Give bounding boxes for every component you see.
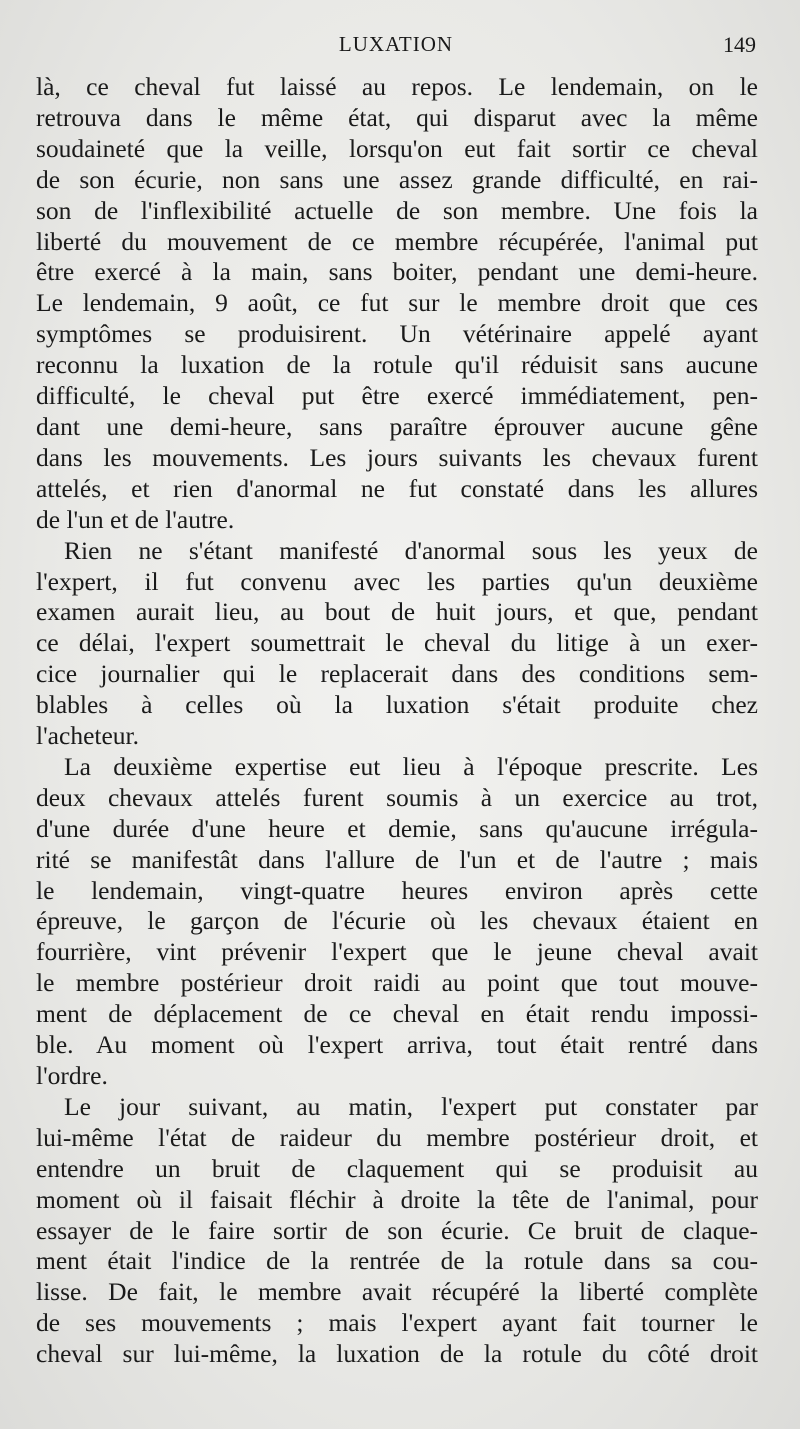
text-line: essayer de le faire sortir de son écurie. Ce bruit de claque- xyxy=(36,1215,758,1245)
text-line: de l'un et de l'autre. xyxy=(36,504,235,534)
text-line: ce délai, l'expert soumettrait le cheval du litige à un exer- xyxy=(36,628,758,658)
paragraph xyxy=(36,752,758,1092)
text-line: d'une durée d'une heure et demie, sans qu'aucune irrégula- xyxy=(36,813,758,843)
text-line: La deuxième expertise eut lieu à l'époque prescrite. Les xyxy=(64,751,758,781)
text-line: Rien ne s'étant manifesté d'anormal sous les yeux de xyxy=(64,535,758,565)
text-line: lisse. De fait, le membre avait récupéré la liberté complète xyxy=(36,1277,758,1307)
text-line: attelés, et rien d'anormal ne fut constaté dans les allures xyxy=(36,473,758,503)
text-line: l'acheteur. xyxy=(36,721,139,751)
text-line: retrouva dans le même état, qui disparut avec la même xyxy=(36,102,758,132)
text-line: deux chevaux attelés furent soumis à un exercice au trot, xyxy=(36,782,758,812)
text-line: lui-même l'état de raideur du membre postérieur droit, et xyxy=(36,1122,758,1152)
text-line: cice journalier qui le replacerait dans des conditions sem- xyxy=(36,659,758,689)
text-line: soudaineté que la veille, lorsqu'on eut fait sortir ce cheval xyxy=(36,133,758,163)
text-line: être exercé à la main, sans boiter, pendant une demi-heure. xyxy=(36,257,758,287)
text-line: ment était l'indice de la rentrée de la rotule dans sa cou- xyxy=(36,1246,758,1276)
text-line: ble. Au moment où l'expert arriva, tout était rentré dans xyxy=(36,1030,758,1060)
text-line: de ses mouvements ; mais l'expert ayant fait tourner le xyxy=(36,1308,758,1338)
text-line: de son écurie, non sans une assez grande difficulté, en rai- xyxy=(36,164,758,194)
text-line: dant une demi-heure, sans paraître éprouver aucune gêne xyxy=(36,411,758,441)
page-number: 149 xyxy=(723,32,756,57)
text-line: son de l'inflexibilité actuelle de son membre. Une fois la xyxy=(36,195,758,225)
text-line: Le lendemain, 9 août, ce fut sur le membre droit que ces xyxy=(36,288,758,318)
text-line: liberté du mouvement de ce membre récupérée, l'animal put xyxy=(36,226,758,256)
text-line: là, ce cheval fut laissé au repos. Le lendemain, on le xyxy=(36,72,758,101)
text-line: le membre postérieur droit raidi au point que tout mouve- xyxy=(36,968,758,998)
body-text xyxy=(36,72,758,1370)
text-line: examen aurait lieu, au bout de huit jours, et que, pendant xyxy=(36,597,758,627)
text-line: ment de déplacement de ce cheval en était rendu impossi- xyxy=(36,999,758,1029)
text-line: symptômes se produisirent. Un vétérinaire appelé ayant xyxy=(36,319,758,349)
running-title: LUXATION xyxy=(338,32,454,56)
text-line: fourrière, vint prévenir l'expert que le jeune cheval avait xyxy=(36,937,758,967)
text-line: rité se manifestât dans l'allure de l'un et de l'autre ; mais xyxy=(36,844,758,874)
text-line: l'ordre. xyxy=(36,1061,108,1090)
text-line: blables à celles où la luxation s'était produite chez xyxy=(36,690,758,720)
paragraph xyxy=(36,72,758,536)
text-line: épreuve, le garçon de l'écurie où les chevaux étaient en xyxy=(36,906,758,936)
text-line: entendre un bruit de claquement qui se produisit au xyxy=(36,1153,758,1183)
page-header xyxy=(36,32,756,62)
text-line: l'expert, il fut convenu avec les parties qu'un deuxième xyxy=(36,566,758,596)
paragraph xyxy=(36,536,758,752)
text-line: cheval sur lui-même, la luxation de la rotule du côté droit xyxy=(36,1339,758,1369)
text-line: moment où il faisait fléchir à droite la tête de l'animal, pour xyxy=(36,1184,758,1214)
text-line: Le jour suivant, au matin, l'expert put constater par xyxy=(64,1091,758,1121)
text-line: difficulté, le cheval put être exercé immédiatement, pen- xyxy=(36,381,758,411)
text-line: dans les mouvements. Les jours suivants les chevaux furent xyxy=(36,442,758,472)
text-line: reconnu la luxation de la rotule qu'il réduisit sans aucune xyxy=(36,350,758,380)
paragraph xyxy=(36,1092,758,1370)
text-line: le lendemain, vingt-quatre heures environ après cette xyxy=(36,875,758,905)
